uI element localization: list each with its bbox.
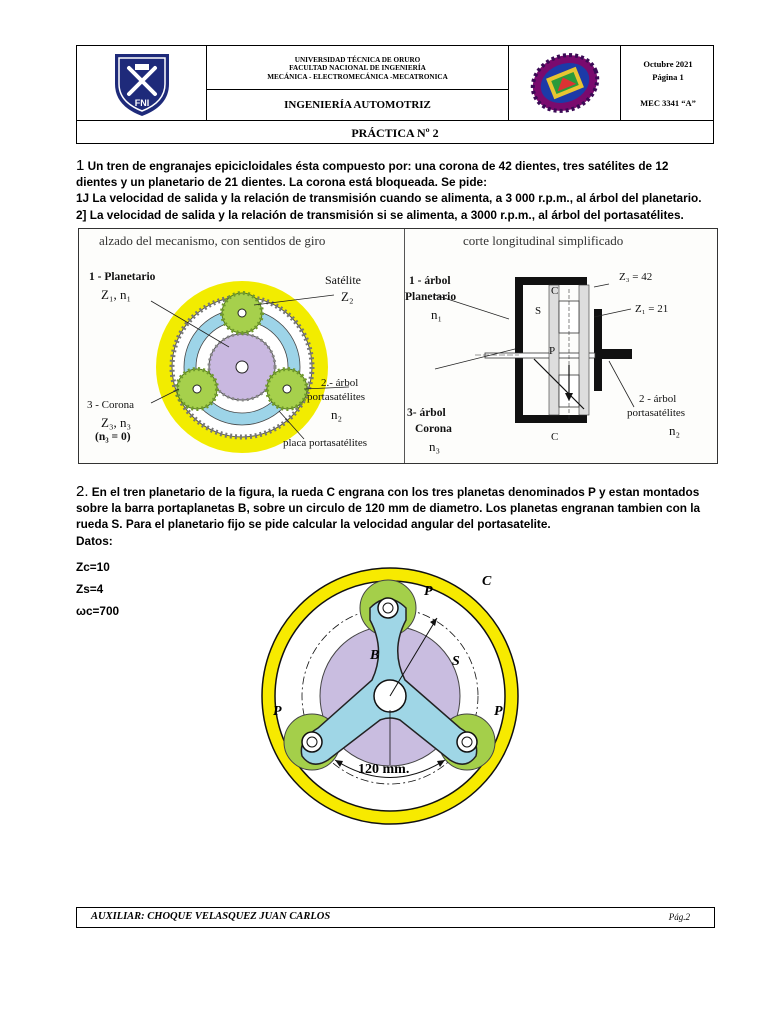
label-r-n2: n₂ <box>669 423 681 438</box>
epicyclic-figure <box>78 228 718 464</box>
gear-train-front-view <box>151 281 349 453</box>
label-planet-right: P <box>494 704 503 719</box>
header-page: Página 1 <box>652 72 684 82</box>
section-view-title: corte longitudinal simplificado <box>463 233 624 248</box>
label-sun-s: S <box>452 654 460 669</box>
gear-train-section-view <box>435 277 634 423</box>
problem-2-line-1: En el tren planetario de la figura, la rueda C engrana con los tres planetas denominados P y estan montados <box>88 485 700 499</box>
label-z3-42: Z₃ = 42 <box>619 271 653 283</box>
problem-1-line-2: dientes y un planetario de 21 dientes. La corona está bloqueada. Se pide: <box>76 175 488 190</box>
shield-logo-icon <box>77 46 207 120</box>
planetary-figure <box>240 560 540 850</box>
datos-label: Datos: <box>76 533 113 548</box>
label-arbol-3: 3- árbol <box>407 407 446 419</box>
label-planet-left: P <box>273 704 282 719</box>
label-planetario: 1 - Planetario <box>89 271 156 283</box>
label-z3-n3: Z₃, n₃ <box>101 415 132 430</box>
header-institution <box>207 46 509 120</box>
faculty-logo <box>77 46 207 120</box>
front-view-title: alzado del mecanismo, con sentidos de giro <box>99 233 326 248</box>
label-carrier-b: B <box>370 648 380 663</box>
figure-divider <box>404 229 405 463</box>
gear-emblem-icon <box>509 46 621 120</box>
faculty-name: FACULTAD NACIONAL DE INGENIERÍA <box>289 64 426 73</box>
label-placa: placa portasatélites <box>283 437 367 449</box>
epicyclic-drawing <box>79 229 719 465</box>
practice-title: PRÁCTICA Nº 2 <box>77 120 713 144</box>
label-n3-zero: (n₃ = 0) <box>95 431 131 443</box>
label-r-arbol-2: 2 - árbol <box>639 393 677 405</box>
document-header <box>76 45 714 144</box>
label-arbol-2: 2.- árbol <box>321 377 359 389</box>
label-satelite: Satélite <box>325 273 361 287</box>
label-planet-top: P <box>424 584 433 599</box>
label-s-top: S <box>535 305 542 317</box>
data-zc: Zc=10 <box>76 560 110 574</box>
label-r-n1: n₁ <box>431 307 443 322</box>
label-planetario-shaft: Planetario <box>405 291 457 303</box>
label-corona: 3 - Corona <box>87 399 135 411</box>
label-ring-c: C <box>482 574 492 589</box>
label-z2: Z₂ <box>341 289 354 304</box>
problem-1-line-3: 1J La velocidad de salida y la relación de transmisión cuando se alimenta, a 3 000 r.p.m., al árbol del planetario. <box>76 191 702 206</box>
label-p: P <box>549 345 556 357</box>
label-z1-n1: Z₁, n₁ <box>101 287 132 302</box>
label-c-bottom: C <box>551 431 559 443</box>
label-r-n3: n₃ <box>429 439 441 454</box>
data-zs: Zs=4 <box>76 582 104 596</box>
careers-line: MECÁNICA - ELECTROMECÁNICA -MECATRONICA <box>267 72 448 81</box>
problem-1-text <box>76 158 726 223</box>
label-dimension: 120 mm. <box>358 762 410 777</box>
label-arbol-1: 1 - árbol <box>409 275 451 287</box>
problem-1-line-1: Un tren de engranajes epicicloidales ésta compuesto por: una corona de 42 dientes, tres satélites de 12 <box>84 159 669 173</box>
course-code: MEC 3341 “A” <box>640 98 696 108</box>
header-meta <box>621 46 715 120</box>
label-n2: n₂ <box>331 407 343 422</box>
course-title: INGENIERÍA AUTOMOTRIZ <box>284 99 431 111</box>
footer-auxiliar: AUXILIAR: CHOQUE VELASQUEZ JUAN CARLOS <box>91 911 331 922</box>
label-r-portasatelites: portasatélites <box>627 407 686 419</box>
problem-2-text <box>76 484 721 549</box>
label-z1-21: Z₁ = 21 <box>635 303 669 315</box>
problem-2-line-2: sobre la barra portaplanetas B, sobre un circulo de 120 mm de diametro. Los planetas engranan tambien con la <box>76 501 701 516</box>
label-s-bottom: S <box>535 413 542 425</box>
label-corona-shaft: Corona <box>415 423 452 435</box>
data-wc: ωc=700 <box>76 604 120 618</box>
header-date: Octubre 2021 <box>643 59 693 69</box>
problem-1-number: 1 <box>76 157 85 174</box>
document-footer <box>76 907 715 928</box>
logo-letters: FNI <box>134 98 150 108</box>
problem-2-number: 2. <box>76 483 89 500</box>
label-c-top: C <box>551 285 559 297</box>
university-name: UNIVERSIDAD TÉCNICA DE ORURO <box>294 56 421 64</box>
career-logo <box>509 46 621 120</box>
problem-2-line-3: rueda S. Para el planetario fijo se pide calcular la velocidad angular del portasatelite. <box>76 517 551 532</box>
label-portasatelites: portasatélites <box>307 391 366 403</box>
problem-1-line-4: 2] La velocidad de salida y la relación de transmisión si se alimenta, a 3000 r.p.m., al árbol del portasatélites. <box>76 207 684 222</box>
footer-page: Pág.2 <box>668 912 690 922</box>
